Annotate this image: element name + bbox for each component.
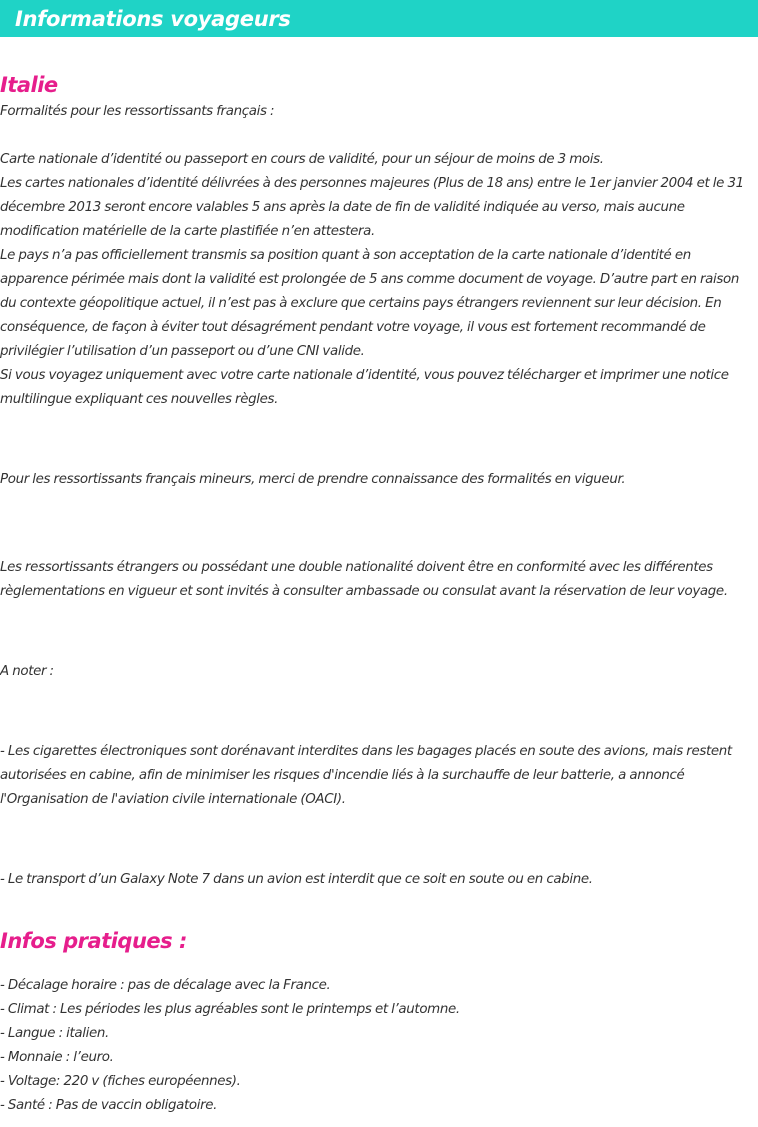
paragraph-etrangers: Les ressortissants étrangers ou possédant une double nationalité doivent être en conformité avec les différentes règlementations en vigueur et sont invités à consulter ambassade ou consulat avant la réservation de leur voyage. bbox=[0, 560, 728, 599]
spacer bbox=[0, 412, 758, 468]
formalites-intro: Formalités pour les ressortissants français : bbox=[0, 104, 275, 119]
list-item-monnaie: - Monnaie : l’euro. bbox=[0, 1050, 114, 1065]
spacer bbox=[0, 812, 758, 868]
section-title-infos-pratiques: Infos pratiques : bbox=[0, 929, 187, 953]
paragraph-carte-identite: Carte nationale d’identité ou passeport en cours de validité, pour un séjour de moins de 3 mois. bbox=[0, 152, 604, 167]
paragraph-galaxy-note: - Le transport d’un Galaxy Note 7 dans un avion est interdit que ce soit en soute ou en cabine. bbox=[0, 872, 593, 887]
page-title: Informations voyageurs bbox=[15, 6, 291, 31]
italie-content bbox=[0, 100, 758, 892]
paragraph-position-pays: Le pays n’a pas officiellement transmis sa position quant à son acceptation de la carte nationale d’identité en apparence périmée mais dont la validité est prolongée de 5 ans comme document de voyage. D’autre part en raison du contexte géopolitique actuel, il n’est pas à exclure que certains pays étrangers reviennent sur leur décision. En conséquence, de façon à éviter tout désagrément pendant votre voyage, il vous est fortement recommandé de privilégier l’utilisation d’un passeport ou d’une CNI valide. bbox=[0, 248, 739, 359]
spacer bbox=[0, 604, 758, 660]
list-item-voltage: - Voltage: 220 v (fiches européennes). bbox=[0, 1074, 241, 1089]
spacer bbox=[0, 492, 758, 556]
paragraph-cigarettes: - Les cigarettes électroniques sont dorénavant interdites dans les bagages placés en soute des avions, mais restent autorisées en cabine, afin de minimiser les risques d'incendie liés à la surchauffe de leur batterie, a annoncé l'Organisation de l'aviation civile internationale (OACI). bbox=[0, 744, 732, 807]
list-item-sante: - Santé : Pas de vaccin obligatoire. bbox=[0, 1098, 218, 1113]
list-item-langue: - Langue : italien. bbox=[0, 1026, 109, 1041]
paragraph-validite-prolongee: Les cartes nationales d’identité délivrées à des personnes majeures (Plus de 18 ans) entre le 1er janvier 2004 et le 31 décembre 2013 seront encore valables 5 ans après la date de fin de validité indiquée au verso, mais aucune modification matérielle de la carte plastifiée n’en attestera. bbox=[0, 176, 744, 239]
list-item-decalage-horaire: - Décalage horaire : pas de décalage avec la France. bbox=[0, 978, 331, 993]
list-item-climat: - Climat : Les périodes les plus agréables sont le printemps et l’automne. bbox=[0, 1002, 460, 1017]
spacer bbox=[0, 124, 758, 148]
paragraph-notice-multilingue: Si vous voyagez uniquement avec votre carte nationale d’identité, vous pouvez télécharger et imprimer une notice multilingue expliquant ces nouvelles règles. bbox=[0, 368, 729, 407]
paragraph-mineurs: Pour les ressortissants français mineurs, merci de prendre connaissance des formalités en vigueur. bbox=[0, 472, 626, 487]
spacer bbox=[0, 684, 758, 740]
infos-pratiques-list bbox=[0, 974, 758, 1118]
header-bar bbox=[0, 0, 758, 37]
section-title-italie: Italie bbox=[0, 73, 58, 97]
a-noter-label: A noter : bbox=[0, 664, 54, 679]
